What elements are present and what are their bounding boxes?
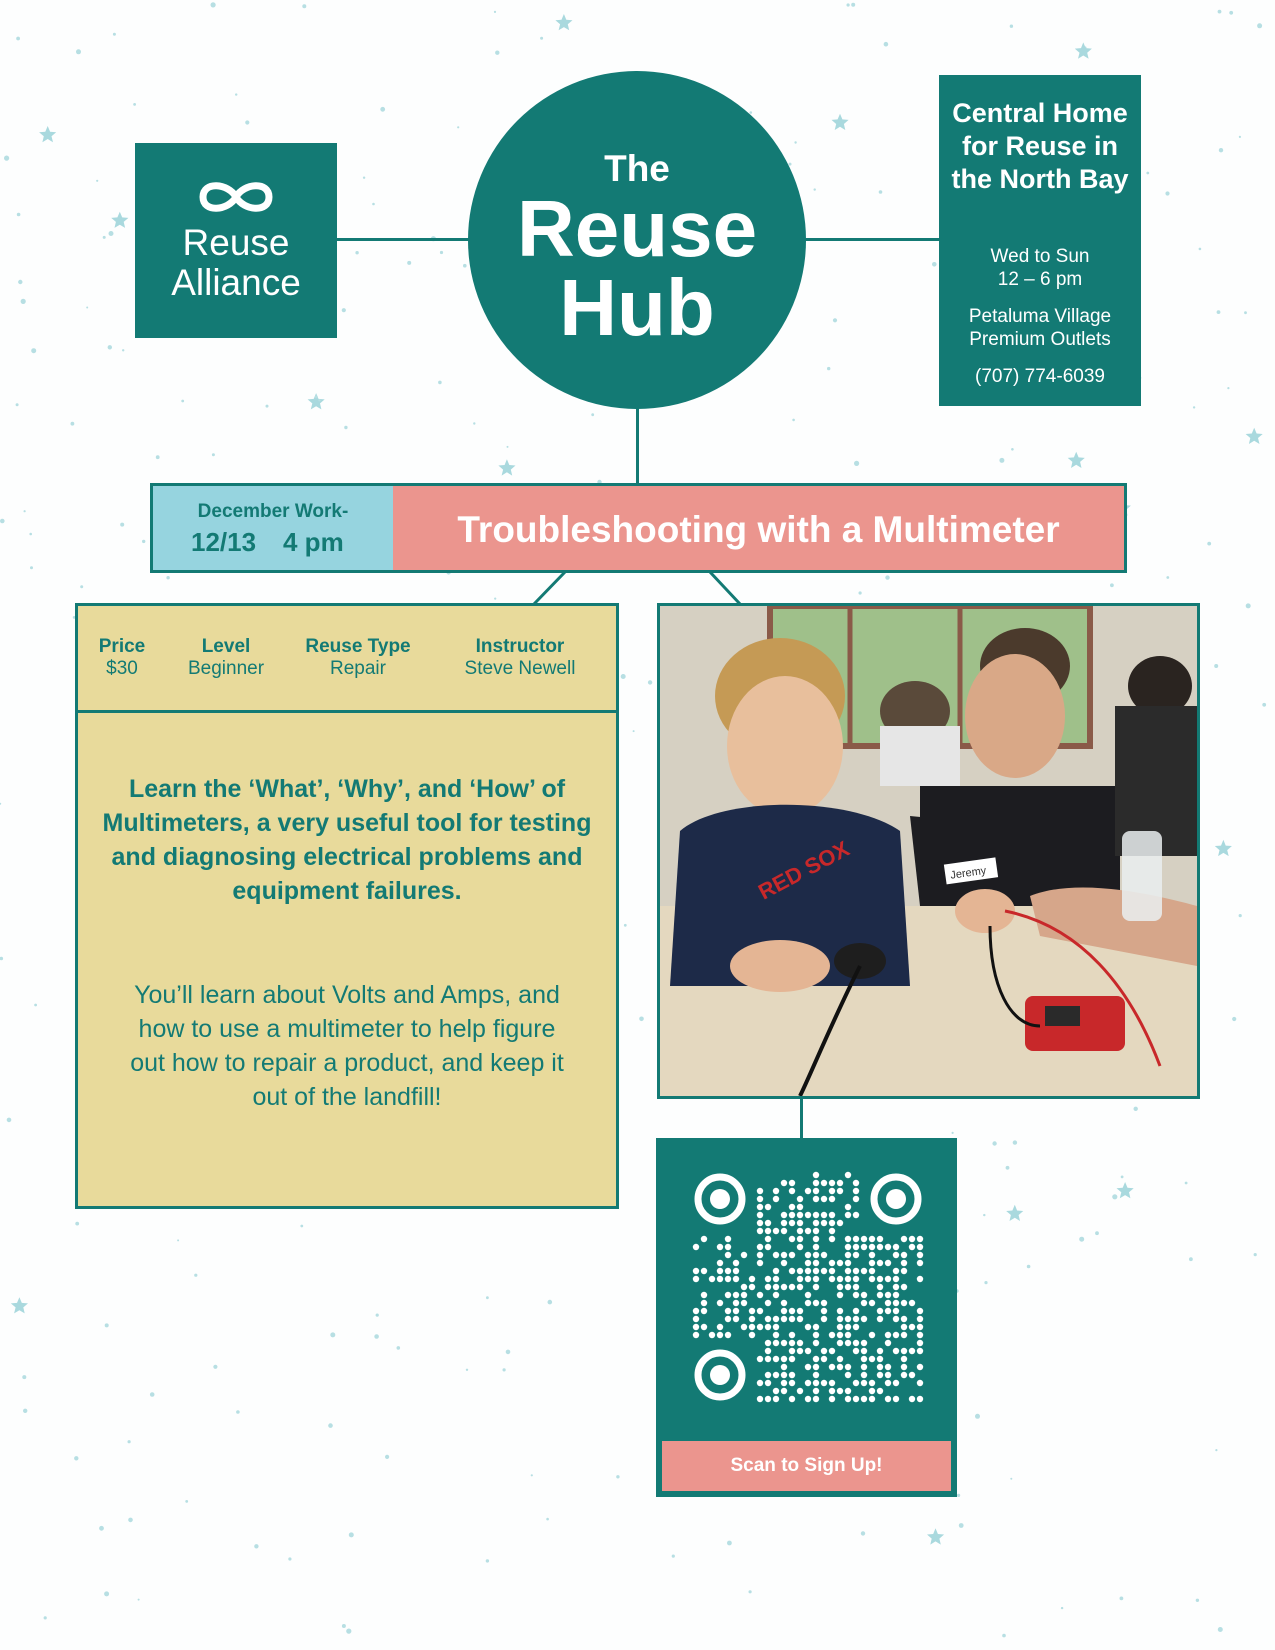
qr-code-icon[interactable]	[692, 1171, 924, 1403]
workshop-photo	[657, 603, 1200, 1099]
star-dot	[1207, 542, 1211, 546]
star-dot	[31, 348, 36, 353]
info-heading: Central Home for Reuse in the North Bay	[951, 98, 1129, 194]
star-dot	[506, 1350, 511, 1355]
star-dot	[128, 1518, 133, 1523]
star-dot	[138, 1599, 140, 1601]
star-dot	[1239, 914, 1242, 917]
star-dot	[540, 37, 543, 40]
location: Petaluma Village	[968, 306, 1112, 327]
star-dot	[344, 426, 347, 429]
infinity-icon	[195, 175, 277, 219]
star-dot	[16, 37, 20, 41]
star-icon	[1068, 452, 1085, 468]
star-dot	[166, 576, 169, 579]
star-dot	[120, 523, 124, 527]
name-tag: Jeremy	[949, 864, 988, 882]
workshop-date: 12/13	[191, 527, 257, 557]
star-dot	[0, 519, 5, 524]
star-dot	[236, 1410, 240, 1414]
workshop-date-box	[150, 483, 396, 573]
star-dot	[932, 262, 937, 267]
star-dot	[1061, 1607, 1063, 1609]
star-dot	[29, 533, 32, 536]
star-icon	[1246, 428, 1263, 444]
star-dot	[363, 177, 365, 179]
star-dot	[463, 264, 467, 268]
star-dot	[213, 1365, 217, 1369]
star-dot	[503, 1368, 506, 1371]
star-dot	[1121, 1176, 1124, 1179]
star-dot	[156, 455, 160, 459]
star-dot	[624, 924, 627, 927]
star-dot	[1002, 1634, 1006, 1638]
logo-text: Alliance	[171, 262, 301, 303]
star-dot	[372, 203, 375, 206]
star-icon	[555, 14, 572, 30]
star-dot	[108, 345, 112, 349]
star-dot	[794, 141, 796, 143]
star-dot	[245, 120, 249, 124]
star-dot	[1196, 1599, 1199, 1602]
description-body: You’ll learn about Volts and Amps, and how to use a multimeter to help figure out how to repair a product, and keep it out of the landfill!	[130, 981, 564, 1111]
star-dot	[235, 93, 237, 95]
star-dot	[992, 1141, 996, 1145]
star-dot	[355, 251, 358, 254]
star-dot	[18, 280, 22, 284]
reuse-hub-title-circle	[468, 71, 806, 409]
star-dot	[104, 1591, 109, 1596]
star-dot	[1146, 172, 1149, 175]
star-dot	[150, 1392, 155, 1397]
star-dot	[440, 251, 443, 254]
star-dot	[349, 1532, 354, 1537]
star-dot	[1013, 1140, 1017, 1144]
description-lead: Learn the ‘What’, ‘Why’, and ‘How’ of Multimeters, a very useful tool for testing and diagnosing electrical problems and equipment failures.	[102, 775, 592, 905]
star-dot	[495, 51, 499, 55]
star-dot	[984, 1281, 987, 1284]
star-dot	[1229, 11, 1233, 15]
star-dot	[44, 1616, 47, 1619]
star-dot	[672, 1555, 675, 1558]
star-icon	[1215, 840, 1232, 856]
star-dot	[96, 180, 98, 182]
star-dot	[749, 1590, 752, 1593]
workshop-details-card	[75, 603, 619, 1209]
workshop-label: December Work-	[197, 501, 349, 522]
star-dot	[34, 1004, 37, 1007]
star-dot	[494, 11, 496, 13]
title-the: The	[604, 148, 670, 189]
hours-location-box	[939, 75, 1141, 406]
star-dot	[113, 33, 116, 36]
star-dot	[473, 422, 475, 424]
location: Premium Outlets	[969, 329, 1111, 350]
signup-qr-card[interactable]	[656, 1138, 957, 1497]
detail-label: Price	[98, 636, 146, 657]
star-dot	[76, 49, 81, 54]
star-icon	[832, 114, 849, 130]
workshop-title: Troubleshooting with a Multimeter	[457, 509, 1060, 550]
star-dot	[1095, 1231, 1099, 1235]
star-dot	[457, 126, 459, 128]
star-dot	[376, 1314, 379, 1317]
detail-value: Repair	[330, 658, 386, 679]
logo-text: Reuse	[182, 222, 290, 263]
star-dot	[959, 1523, 964, 1528]
star-dot	[466, 1369, 468, 1371]
star-dot	[266, 405, 269, 408]
star-dot	[792, 419, 795, 422]
star-dot	[1010, 1478, 1012, 1480]
photo-illustration	[660, 606, 1197, 1096]
star-dot	[1219, 148, 1223, 152]
star-dot	[1134, 1107, 1138, 1111]
star-icon	[498, 459, 515, 475]
star-dot	[633, 730, 635, 732]
star-icon	[1075, 42, 1092, 58]
star-dot	[380, 107, 385, 112]
star-dot	[851, 3, 855, 7]
star-dot	[318, 399, 320, 401]
star-icon	[11, 1297, 28, 1313]
star-dot	[616, 1475, 619, 1478]
star-dot	[548, 1300, 553, 1305]
star-dot	[1165, 191, 1169, 195]
connector-line	[337, 238, 470, 241]
star-dot	[185, 1500, 188, 1503]
star-dot	[861, 1531, 865, 1535]
star-dot	[1010, 25, 1013, 28]
star-dot	[385, 1455, 389, 1459]
star-dot	[884, 42, 889, 47]
detail-label: Reuse Type	[305, 636, 411, 657]
title-reuse: Reuse	[516, 184, 758, 273]
star-dot	[342, 308, 346, 312]
open-days: Wed to Sun	[990, 246, 1090, 267]
star-dot	[648, 680, 652, 684]
star-icon	[111, 212, 128, 228]
star-dot	[983, 1214, 985, 1216]
star-dot	[621, 674, 626, 679]
star-dot	[328, 1423, 333, 1428]
star-dot	[847, 3, 850, 6]
star-dot	[859, 591, 862, 594]
star-dot	[22, 1375, 26, 1379]
star-dot	[1189, 1257, 1193, 1261]
star-dot	[0, 957, 3, 961]
star-dot	[211, 2, 216, 7]
star-dot	[0, 803, 1, 805]
connector-line	[520, 570, 750, 606]
star-dot	[507, 446, 509, 448]
star-dot	[494, 598, 496, 600]
star-dot	[128, 1440, 131, 1443]
star-dot	[346, 1629, 351, 1634]
star-dot	[397, 1346, 401, 1350]
star-dot	[885, 575, 889, 579]
star-icon	[927, 1528, 944, 1544]
star-dot	[17, 213, 21, 217]
star-dot	[23, 1409, 27, 1413]
star-dot	[1254, 1253, 1257, 1256]
star-dot	[103, 236, 106, 239]
star-dot	[1244, 311, 1247, 314]
star-dot	[1185, 1182, 1188, 1185]
star-dot	[86, 307, 88, 309]
star-dot	[75, 1222, 79, 1226]
phone-number: (707) 774-6039	[975, 366, 1105, 387]
star-dot	[80, 585, 83, 588]
star-dot	[957, 1494, 960, 1497]
star-dot	[1218, 1627, 1223, 1632]
star-dot	[1199, 248, 1202, 251]
star-icon	[1117, 1182, 1134, 1198]
star-dot	[1193, 406, 1195, 408]
star-dot	[1214, 664, 1218, 668]
star-dot	[1112, 1194, 1117, 1199]
star-dot	[30, 566, 33, 569]
star-dot	[486, 1296, 489, 1299]
star-dot	[1027, 1265, 1031, 1269]
star-dot	[105, 1323, 109, 1327]
star-dot	[1227, 387, 1229, 389]
star-dot	[1232, 1017, 1236, 1021]
star-dot	[546, 1518, 549, 1521]
star-dot	[1120, 1597, 1124, 1601]
star-dot	[4, 156, 9, 161]
star-dot	[194, 1274, 197, 1277]
star-dot	[854, 461, 859, 466]
detail-reuse-type	[288, 636, 428, 680]
star-dot	[999, 458, 1004, 463]
detail-value: Steve Newell	[464, 658, 576, 679]
star-dot	[300, 1225, 303, 1228]
star-dot	[1246, 603, 1251, 608]
star-dot	[99, 1526, 104, 1531]
star-dot	[531, 1474, 533, 1476]
title-hub: Hub	[559, 263, 715, 352]
star-dot	[1215, 1449, 1217, 1451]
star-dot	[1166, 576, 1169, 579]
star-dot	[288, 1557, 291, 1560]
star-dot	[833, 318, 837, 322]
star-dot	[438, 381, 442, 385]
shirt-text: RED SOX	[754, 835, 854, 905]
star-dot	[1110, 583, 1114, 587]
star-dot	[639, 1017, 644, 1022]
connector-line	[636, 408, 639, 484]
star-dot	[74, 1456, 78, 1460]
detail-value: $30	[106, 658, 138, 679]
connector-line	[800, 1098, 803, 1140]
star-icon	[1006, 1205, 1023, 1221]
star-dot	[1011, 448, 1014, 451]
detail-label: Instructor	[475, 636, 565, 657]
star-dot	[727, 1541, 732, 1546]
star-dot	[591, 413, 594, 416]
star-dot	[486, 1559, 489, 1562]
star-dot	[330, 1332, 335, 1337]
star-dot	[133, 103, 136, 106]
star-dot	[212, 453, 215, 456]
star-dot	[1257, 23, 1262, 28]
star-dot	[302, 4, 306, 8]
star-icon	[39, 126, 56, 142]
star-dot	[342, 1624, 346, 1628]
workshop-time: 4 pm	[283, 527, 344, 557]
star-dot	[24, 510, 26, 512]
reuse-alliance-logo	[135, 143, 337, 338]
detail-value: Beginner	[187, 658, 265, 679]
star-dot	[952, 1132, 954, 1134]
star-dot	[71, 422, 75, 426]
star-dot	[1006, 1166, 1010, 1170]
star-dot	[879, 190, 883, 194]
star-dot	[1218, 10, 1222, 14]
star-dot	[254, 1544, 258, 1548]
star-dot	[1217, 310, 1221, 314]
star-dot	[407, 261, 411, 265]
star-dot	[122, 349, 124, 351]
star-dot	[7, 1118, 12, 1123]
star-dot	[814, 188, 816, 190]
star-dot	[177, 1239, 179, 1241]
star-dot	[1262, 703, 1266, 707]
open-hours: 12 – 6 pm	[997, 269, 1083, 290]
star-dot	[16, 403, 19, 406]
signup-cta[interactable]: Scan to Sign Up!	[662, 1441, 951, 1491]
star-dot	[1239, 136, 1241, 138]
detail-instructor	[440, 636, 600, 680]
star-dot	[109, 231, 114, 236]
star-dot	[142, 540, 145, 543]
detail-label: Level	[201, 636, 251, 657]
star-dot	[181, 400, 184, 403]
detail-price	[87, 636, 157, 680]
connector-line	[805, 238, 941, 241]
star-dot	[975, 1414, 980, 1419]
divider	[78, 710, 616, 713]
star-dot	[374, 1334, 379, 1339]
star-dot	[1079, 1237, 1084, 1242]
detail-level	[166, 636, 286, 680]
star-dot	[827, 367, 830, 370]
workshop-title-box	[393, 483, 1127, 573]
star-dot	[315, 395, 318, 398]
star-dot	[21, 299, 26, 304]
